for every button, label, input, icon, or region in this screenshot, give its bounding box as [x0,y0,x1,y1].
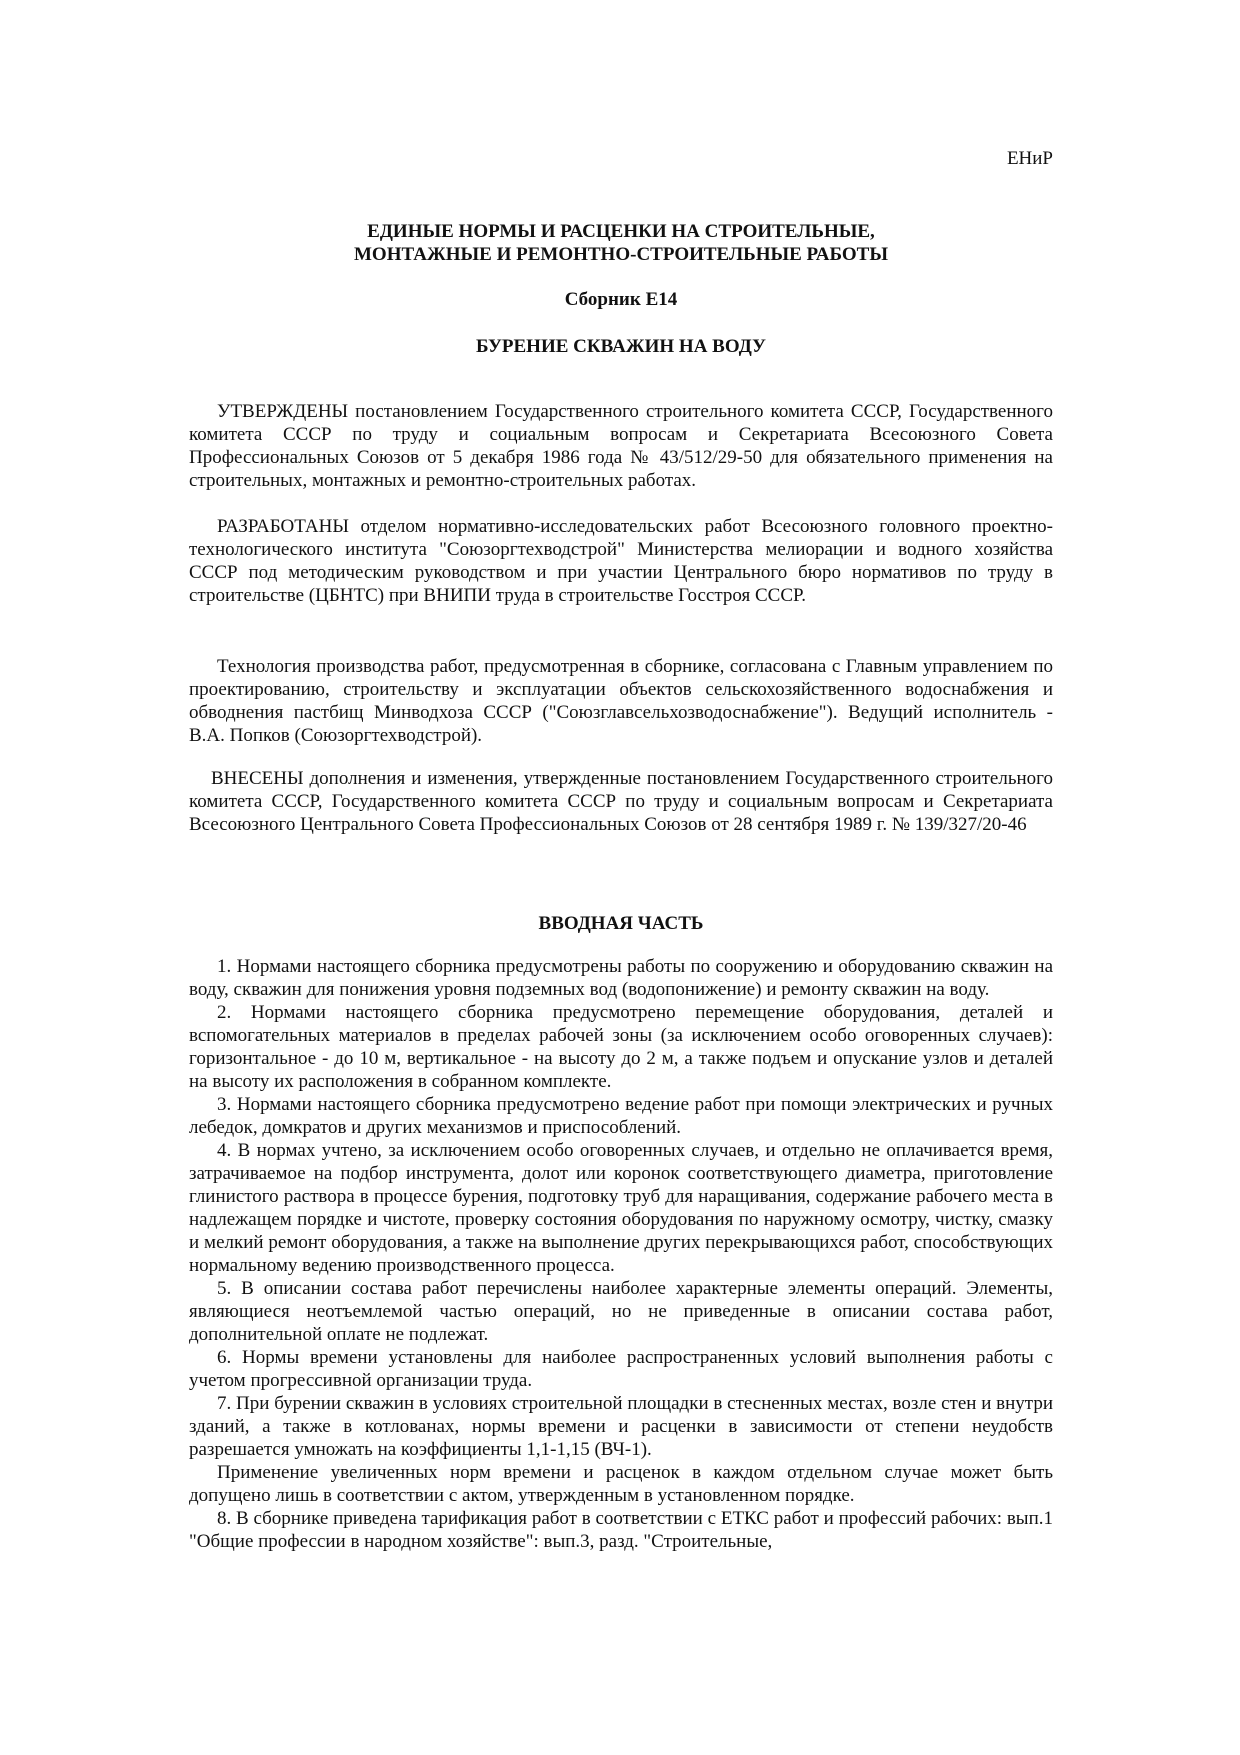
corner-label: ЕНиР [1006,148,1053,169]
developed-paragraph-block [189,515,1053,607]
technology-paragraph-block [189,655,1053,747]
intro-item: 5. В описании состава работ перечислены наиболее характерные элементы операций. Элементы, являющиеся неотъемлемой частью операций, но не приведенные в описании состава работ, дополнительной оплате не подлежат. [189,1278,1053,1345]
intro-item: 1. Нормами настоящего сборника предусмотрены работы по сооружению и оборудованию скважин на воду, скважин для понижения уровня подземных вод (водопонижение) и ремонту скважин на воду. [189,956,1053,1000]
title-line-1: ЕДИНЫЕ НОРМЫ И РАСЦЕНКИ НА СТРОИТЕЛЬНЫЕ, [367,221,875,242]
intro-heading: ВВОДНАЯ ЧАСТЬ [538,913,704,934]
intro-item: 6. Нормы времени установлены для наиболее распространенных условий выполнения работы с учетом прогрессивной организации труда. [189,1347,1053,1391]
intro-item: Применение увеличенных норм времени и расценок в каждом отдельном случае может быть допущено лишь в соответствии с актом, утвержденным в установленном порядке. [189,1462,1053,1506]
developed-paragraph: РАЗРАБОТАНЫ отделом нормативно-исследовательских работ Всесоюзного головного проектно-технологического института "Союзоргтехводстрой" Министерства мелиорации и водного хозяйства СССР под методическим руководством и при участии Центрального бюро нормативов по труду в строительстве (ЦБНТС) при ВНИПИ труда в строительстве Госстроя СССР. [189,516,1053,606]
intro-item: 8. В сборнике приведена тарификация работ в соответствии с ЕТКС работ и профессий рабочих: вып.1 "Общие профессии в народном хозяйстве": вып.3, разд. "Строительные, [189,1508,1053,1552]
approved-paragraph: УТВЕРЖДЕНЫ постановлением Государственного строительного комитета СССР, Государственного комитета СССР по труду и социальным вопросам и Секретариата Всесоюзного Совета Профессиональных Союзов от 5 декабря 1986 года № 43/512/29-50 для обязательного применения на строительных, монтажных и ремонтно-строительных работах. [189,401,1053,491]
subject-title: БУРЕНИЕ СКВАЖИН НА ВОДУ [476,336,766,357]
collection-title: Сборник Е14 [564,289,678,310]
intro-item: 3. Нормами настоящего сборника предусмотрено ведение работ при помощи электрических и ручных лебедок, домкратов и других механизмов и приспособлений. [189,1094,1053,1138]
intro-item: 2. Нормами настоящего сборника предусмотрено перемещение оборудования, деталей и вспомогательных материалов в пределах рабочей зоны (за исключением особо оговоренных случаев): горизонтальное - до 10 м, вертикальное - на высоту до 2 м, а также подъем и опускание узлов и деталей на высоту их расположения в собранном комплекте. [189,1002,1053,1092]
document-title [189,220,1053,266]
technology-paragraph: Технология производства работ, предусмотренная в сборнике, согласована с Главным управлением по проектированию, строительству и эксплуатации объектов сельскохозяйственного водоснабжения и обводнения пастбищ Минводхоза СССР ("Союзглавсельхозводоснабжение"). Ведущий исполнитель - В.А. Попков (Союзоргтехводстрой). [189,656,1053,746]
amended-paragraph: ВНЕСЕНЫ дополнения и изменения, утвержденные постановлением Государственного строительного комитета СССР, Государственного комитета СССР по труду и социальным вопросам и Секретариата Всесоюзного Центрального Совета Профессиональных Союзов от 28 сентября 1989 г. № 139/327/20-46 [189,768,1053,835]
title-line-2: МОНТАЖНЫЕ И РЕМОНТНО-СТРОИТЕЛЬНЫЕ РАБОТЫ [354,244,888,265]
intro-item: 4. В нормах учтено, за исключением особо оговоренных случаев, и отдельно не оплачивается время, затрачиваемое на подбор инструмента, долот или коронок соответствующего диаметра, приготовление глинистого раствора в процессе бурения, подготовку труб для наращивания, содержание рабочего места в надлежащем порядке и чистоте, проверку состояния оборудования по наружному осмотру, чистку, смазку и мелкий ремонт оборудования, а также на выполнение других перекрывающихся работ, способствующих нормальному ведению производственного процесса. [189,1140,1053,1276]
intro-list [189,955,1053,1553]
approved-paragraph-block [189,400,1053,492]
intro-item: 7. При бурении скважин в условиях строительной площадки в стесненных местах, возле стен и внутри зданий, а также в котлованах, нормы времени и расценки в зависимости от степени неудобств разрешается умножать на коэффициенты 1,1-1,15 (ВЧ-1). [189,1393,1053,1460]
amended-paragraph-block [189,767,1053,836]
